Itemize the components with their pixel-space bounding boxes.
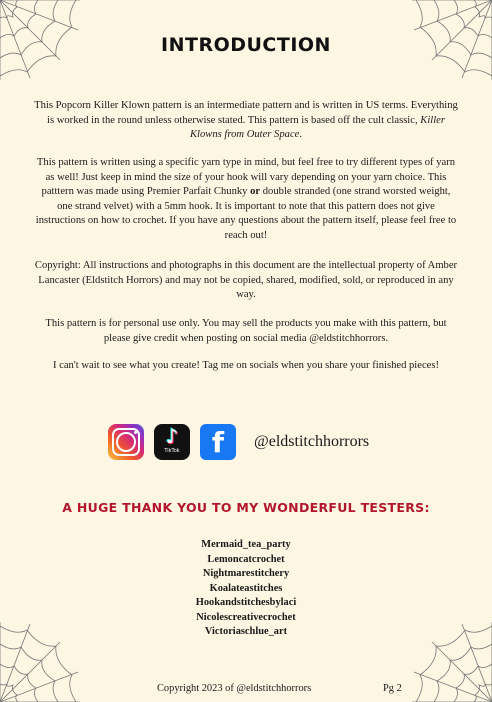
list-item: Mermaid_tea_party	[201, 539, 291, 550]
social-handle: @eldstitchhorrors	[254, 433, 370, 450]
page-number: Pg 2	[383, 683, 402, 694]
yarn-text-end: double stranded (one strand worsted weight, one strand velvet) with a 5mm hook. It is important to note that this pattern does not give instructions on how to crochet. If you have any questions about the pattern itself, please feel free to reach out!	[35, 186, 457, 241]
tiktok-icon[interactable]: ♪ TikTok	[154, 424, 190, 460]
yarn-text-bold: or	[250, 186, 261, 198]
list-item: Nicolescreativecrochet	[196, 611, 296, 623]
copyright-paragraph: Copyright: All instructions and photographs in this document are the intellectual property of Amber Lancaster (Eldstitch Horrors) and may not be copied, shared, modified, sold, or reproduced in any way.	[34, 260, 458, 301]
yarn-text-start: This pattern is written using a specific yarn type in mind, but feel free to try different types of yarn as well! Just keep in mind the size of your hook will vary depending on your yarn choice. This patttern was made using Premier Parfait Chunky	[36, 157, 456, 198]
intro-paragraph	[34, 99, 458, 143]
instagram-icon[interactable]	[108, 424, 144, 460]
list-item: Koalateastitches	[209, 582, 283, 594]
intro-end: .	[299, 129, 303, 141]
intro-text: This Popcorn Killer Klown pattern is an intermediate pattern and is written in US terms. Everything is worked in the round unless otherwise stated. This pattern is based off the cult classic,	[34, 100, 458, 126]
list-item: Hookandstitchesbylaci	[195, 597, 297, 608]
testers-heading: A HUGE THANK YOU TO MY WONDERFUL TESTERS:	[62, 500, 430, 515]
list-item: Nightmarestitchery	[202, 568, 290, 579]
list-item: Victoriaschlue_art	[204, 626, 288, 637]
facebook-icon[interactable]: f	[200, 424, 236, 460]
movie-title: Killer Klowns from Outer Space	[189, 114, 445, 141]
testers-list	[0, 538, 492, 640]
list-item: Lemoncatcrochet	[207, 553, 285, 565]
page-title: INTRODUCTION	[161, 34, 331, 56]
personal-use-paragraph: This pattern is for personal use only. You may sell the products you make with this pattern, but please give credit when posting on social media @eldstitchhorrors.	[45, 318, 447, 344]
closing-paragraph: I can't wait to see what you create! Tag me on socials when you share your finished pieces!	[52, 360, 440, 371]
yarn-paragraph	[34, 156, 458, 244]
tiktok-label: TikTok	[164, 448, 180, 454]
footer-copyright: Copyright 2023 of @eldstitchhorrors	[157, 683, 312, 694]
social-links	[108, 422, 369, 462]
